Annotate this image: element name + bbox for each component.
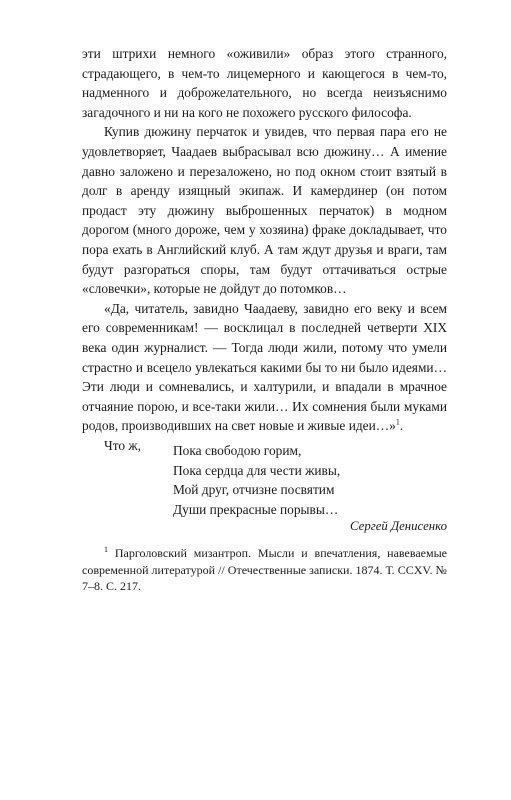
footnote-paragraph xyxy=(82,545,447,595)
footnote xyxy=(82,545,447,595)
poem-line: Пока свободою горим, xyxy=(173,443,302,458)
paragraph-3-text: «Да, читатель, завидно Чаадаеву, завидно его веку и всем его современникам! — восклицал в последней четверти XIX века один журналист. — Тогда люди жили, потому что умели страстно и всецело увлекаться какими бы то ни было идеями… Эти люди и сомневались, и халтурили, и впадали в мрачное отчаяние порою, и все-таки жили… Их сомнения были муками родов, производивших на свет новые и живые идеи…» xyxy=(82,300,447,434)
paragraph-1: эти штрихи немного «оживили» образ этого странного, страдающего, в чем-то лицемерного и кающегося в чем-то, надменного и доброжелательного, но всегда неизъяснимо загадочного и ни на кого не похожего русского философа. xyxy=(82,46,447,120)
footnote-reference: 1 xyxy=(395,417,400,427)
footnote-text: Парголовский мизантроп. Мысли и впечатления, навеваемые современной литературой // Отечественные записки. 1874. Т. CCXV. № 7–8. С. 217. xyxy=(82,546,447,593)
paragraph-4: Что ж, xyxy=(104,437,142,453)
poem-line: Мой друг, отчизне посвятим xyxy=(173,482,335,498)
main-text xyxy=(82,44,447,455)
poem-line: Пока сердца для чести живы, xyxy=(173,462,341,478)
poem-quote xyxy=(173,441,340,519)
author-signature: Сергей Денисенко xyxy=(350,519,447,533)
footnote-marker: 1 xyxy=(104,545,108,554)
paragraph-3: «Да, читатель, завидно Чаадаеву, завидно его веку и всем его современникам! — восклицал в последней четверти XIX века один журналист. — Тогда люди жили, потому что умели страстно и всецело увлекаться какими бы то ни было идеями… Эти люди и сомневались, и халтурили, и впадали в мрачное отчаяние порою, и все-таки жили… Их сомнения были муками родов, производивших на свет новые и живые идеи…»$^1$. xyxy=(82,300,447,434)
paragraph-2: Купив дюжину перчаток и увидев, что первая пара его не удовлетворяет, Чаадаев выбрасывал всю дюжину… А имение давно заложено и перезаложено, но под окном стоит взятый в долг в аренду изящный экипаж. И камердинер (он потом продаст эту дюжину выброшенных перчаток) в модном дорогом (много дороже, чем у хозяина) фраке докладывает, что пора ехать в Английский клуб. А там ждут друзья и враги, там будут разгораться споры, там будут оттачиваться острые «словечки», которые не дойдут до потомков… xyxy=(82,124,447,297)
poem-line: Души прекрасные порывы… xyxy=(173,501,339,517)
